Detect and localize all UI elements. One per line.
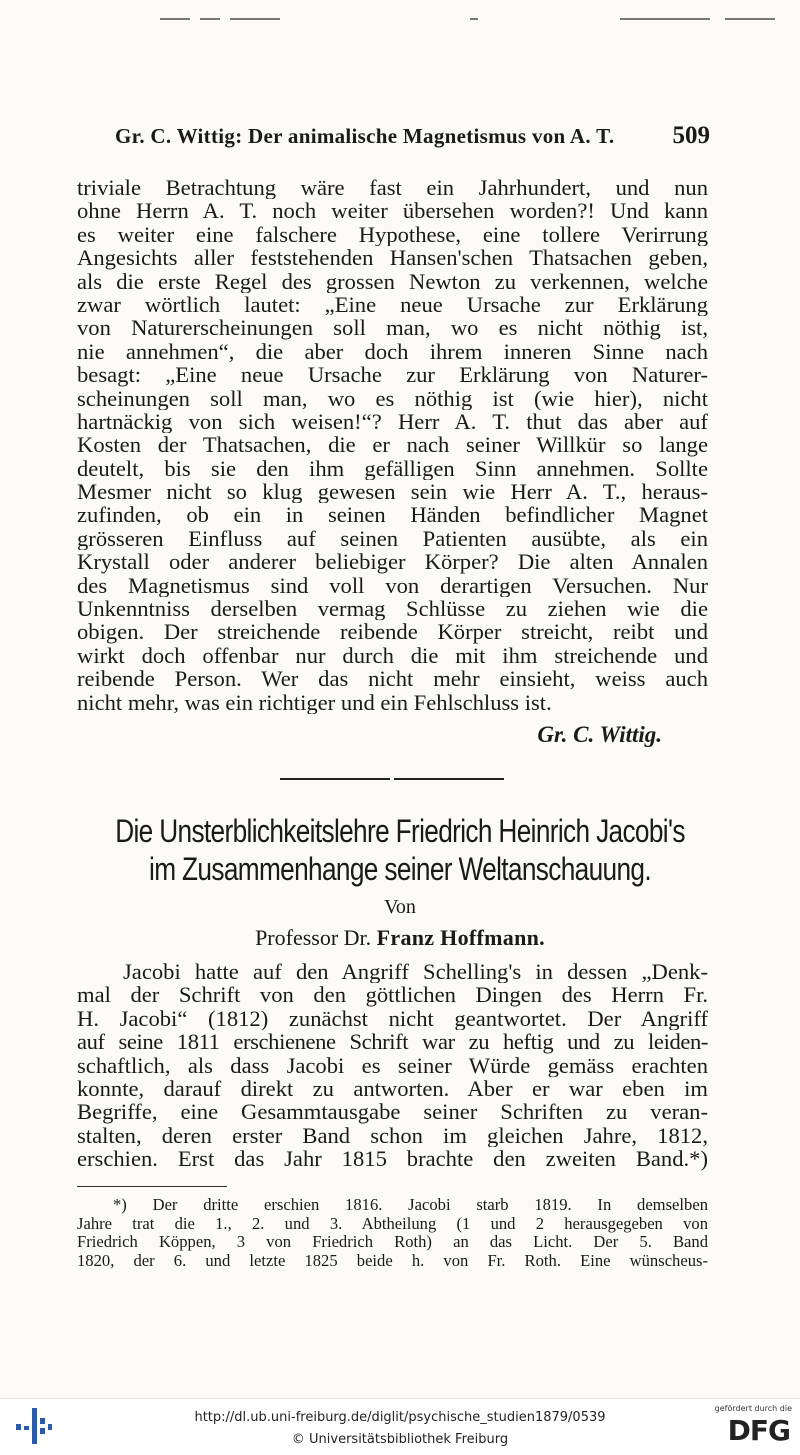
section-divider-right <box>394 778 504 780</box>
author-name: Franz Hoffmann. <box>376 925 545 950</box>
title-line-2: im Zusammenhange seiner Weltanschauung. <box>149 851 651 887</box>
text-line: reibende Person. Wer das nicht mehr einsieht, weiss auch <box>77 667 708 691</box>
page-number: 509 <box>672 122 710 149</box>
text-line: Unkenntniss derselben vermag Schlüsse zu ziehen wie die <box>77 597 708 621</box>
text-line: stalten, deren erster Band schon im gleichen Jahre, 1812, <box>77 1123 708 1148</box>
text-line: besagt: „Eine neue Ursache zur Erklärung von Naturer- <box>77 363 708 387</box>
text-line: hartnäckig von sich weisen!“? Herr A. T. thut das aber auf <box>77 409 708 434</box>
text-line: Begriffe, eine Gesammtausgabe seiner Schriften zu veran- <box>77 1100 708 1124</box>
footnote-line: Friedrich Köppen, 3 von Friedrich Roth) an das Licht. Der 5. Band <box>77 1233 708 1252</box>
copyright-notice: © Universitätsbibliothek Freiburg <box>291 1432 509 1447</box>
text-line: konnte, darauf direkt zu antworten. Aber er war eben im <box>77 1076 708 1101</box>
text-line: auf seine 1811 erschienene Schrift war zu heftig und zu leiden- <box>77 1030 708 1054</box>
footnote-rule <box>77 1186 227 1187</box>
text-line: Kosten der Thatsachen, die er nach seiner Willkür so lange <box>77 433 708 457</box>
scan-edge-marks <box>150 14 790 24</box>
article1-text <box>77 176 708 714</box>
title-line-1: Die Unsterblichkeitslehre Friedrich Heinrich Jacobi's <box>115 813 685 849</box>
author-prefix: Professor Dr. <box>255 925 372 950</box>
text-line: von Naturerscheinungen soll man, wo es nicht nöthig ist, <box>77 316 708 340</box>
footnote-line: 1820, der 6. und letzte 1825 beide h. von Fr. Roth. Eine wünscheus- <box>77 1251 708 1270</box>
text-line: H. Jacobi“ (1812) zunächst nicht geantwortet. Der Angriff <box>77 1006 708 1031</box>
section-divider-left <box>280 778 390 780</box>
dfg-logo <box>700 1404 792 1450</box>
text-line: scheinungen soll man, wo es nöthig ist (wie hier), nicht <box>77 386 708 410</box>
permalink-url[interactable]: http://dl.ub.uni-freiburg.de/diglit/psychische_studien1879/0539 <box>194 1410 606 1425</box>
text-line: wirkt doch offenbar nur durch die mit ihm streichende und <box>77 643 708 668</box>
text-line: erschien. Erst das Jahr 1815 brachte den zweiten Band.*) <box>77 1147 708 1171</box>
text-line: Krystall oder anderer beliebiger Körper? Die alten Annalen <box>77 550 708 574</box>
article2-text <box>77 960 708 1171</box>
dfg-funding-note: gefördert durch die <box>714 1404 792 1413</box>
article-title <box>105 812 695 888</box>
text-line: nie annehmen“, die aber doch ihrem inneren Sinne nach <box>77 339 708 364</box>
text-line: schaftlich, als dass Jacobi es seiner Würde gemäss erachten <box>77 1053 708 1077</box>
text-line: zwar wörtlich lautet: „Eine neue Ursache zur Erklärung <box>77 292 708 317</box>
text-line: mal der Schrift von den göttlichen Dingen des Herrn Fr. <box>77 983 708 1007</box>
text-line: ohne Herrn A. T. noch weiter übersehen worden?! Und kann <box>77 199 708 223</box>
footnote <box>77 1196 708 1270</box>
text-line: triviale Betrachtung wäre fast ein Jahrhundert, und nun <box>77 176 708 200</box>
text-line: Jacobi hatte auf den Angriff Schelling's in dessen „Denk- <box>123 960 708 984</box>
byline-von: Von <box>384 896 416 918</box>
signature: Gr. C. Wittig. <box>537 722 662 747</box>
text-line: als die erste Regel des grossen Newton zu verkennen, welche <box>77 269 708 293</box>
text-line: grösseren Einfluss auf seinen Patienten ausübte, als ein <box>77 526 708 551</box>
dfg-logo-text: DFG <box>727 1414 790 1447</box>
text-line: deutelt, bis sie den ihm gefälligen Sinn annehmen. Sollte <box>77 456 708 481</box>
running-header <box>115 124 710 156</box>
author-line <box>0 925 800 951</box>
text-line: Mesmer nicht so klug gewesen sein wie Herr A. T., heraus- <box>77 480 708 504</box>
text-line-last: nicht mehr, was ein richtiger und ein Fehlschluss ist. <box>77 690 552 714</box>
footnote-line: Jahre trat die 1., 2. und 3. Abtheilung (1 und 2 herausgegeben von <box>77 1214 708 1233</box>
running-title: Gr. C. Wittig: Der animalische Magnetismus von A. T. <box>115 124 615 148</box>
text-line: Angesichts aller feststehenden Hansen'schen Thatsachen geben, <box>77 246 708 270</box>
text-line: es weiter eine falschere Hypothese, eine tollere Verirrung <box>77 222 708 247</box>
text-line: zufinden, ob ein in seinen Händen befindlicher Magnet <box>77 503 708 527</box>
text-line: des Magnetismus sind voll von derartigen Versuchen. Nur <box>77 573 708 598</box>
footnote-line: *) Der dritte erschien 1816. Jacobi starb 1819. In demselben <box>113 1196 708 1214</box>
text-line: obigen. Der streichende reibende Körper streicht, reibt und <box>77 620 708 644</box>
